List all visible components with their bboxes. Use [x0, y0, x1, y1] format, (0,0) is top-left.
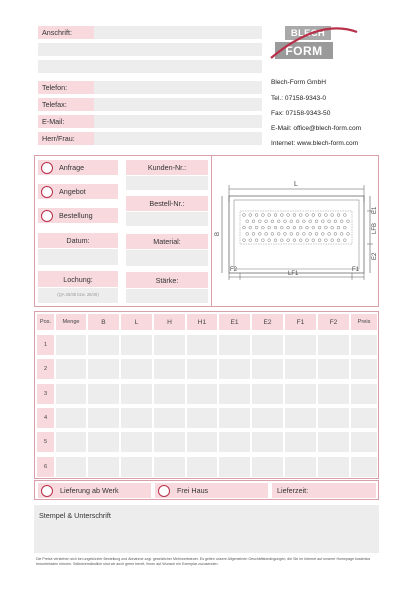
angebot-row[interactable]	[38, 184, 118, 199]
email-field[interactable]	[94, 115, 262, 128]
perforation-hole	[337, 226, 340, 229]
perforation-hole	[293, 214, 296, 217]
perforation-hole	[337, 214, 340, 217]
company-tel: Tel.: 07158-9343-0	[271, 95, 326, 102]
table-cell[interactable]	[56, 359, 86, 379]
company-email: E-Mail: office@blech-form.com	[271, 125, 362, 132]
logo-form-text: FORM	[275, 42, 333, 59]
table-cell[interactable]	[88, 457, 119, 477]
table-cell[interactable]	[121, 359, 152, 379]
anfrage-row[interactable]	[38, 160, 118, 175]
table-cell[interactable]	[285, 457, 316, 477]
perforation-hole	[303, 220, 306, 223]
table-cell[interactable]	[121, 335, 152, 355]
perforation-hole	[312, 214, 315, 217]
perforation-hole	[340, 220, 343, 223]
table-header-h1: H1	[187, 314, 217, 330]
logo-blech-text: BLECH	[285, 26, 331, 40]
table-cell[interactable]	[88, 408, 119, 428]
bestellung-label: Bestellung	[59, 211, 93, 220]
perforation-hole	[265, 233, 268, 236]
perforation-hole	[280, 214, 283, 217]
perforation-hole	[290, 220, 293, 223]
perforation-hole	[318, 214, 321, 217]
row-number: 5	[37, 432, 54, 452]
perforation-hole	[315, 220, 318, 223]
dim-E2: E2	[372, 252, 378, 260]
table-cell[interactable]	[318, 335, 349, 355]
perforation-hole	[274, 214, 277, 217]
perforation-hole	[246, 220, 249, 223]
perforation-hole	[243, 226, 246, 229]
perforation-hole	[252, 220, 255, 223]
table-cell[interactable]	[187, 335, 217, 355]
perforation-hole	[287, 214, 290, 217]
perforation-hole	[328, 220, 331, 223]
perforation-hole	[337, 239, 340, 242]
lieferung-row[interactable]	[38, 483, 151, 498]
table-cell[interactable]	[285, 335, 316, 355]
table-cell[interactable]	[56, 384, 86, 404]
row-number: 4	[37, 408, 54, 428]
perforation-hole	[306, 226, 309, 229]
table-cell[interactable]	[219, 335, 250, 355]
table-cell[interactable]	[285, 359, 316, 379]
table-cell[interactable]	[219, 384, 250, 404]
table-cell[interactable]	[154, 359, 185, 379]
table-header-e1: E1	[219, 314, 250, 330]
row-number: 6	[37, 457, 54, 477]
table-header-f2: F2	[318, 314, 349, 330]
perforation-hole	[321, 220, 324, 223]
perforation-hole	[325, 226, 328, 229]
herr-frau-field[interactable]	[94, 132, 262, 145]
perforation-hole	[243, 239, 246, 242]
perforation-hole	[249, 226, 252, 229]
table-cell[interactable]	[351, 384, 377, 404]
blech-form-logo	[269, 22, 359, 72]
stempel-field[interactable]	[34, 505, 379, 553]
company-name: Blech-Form GmbH	[271, 79, 326, 86]
perforation-hole	[299, 226, 302, 229]
perforation-hole	[293, 226, 296, 229]
table-cell[interactable]	[187, 408, 217, 428]
perforation-hole	[299, 239, 302, 242]
perforation-hole	[334, 220, 337, 223]
perforation-hole	[280, 239, 283, 242]
table-cell[interactable]	[56, 457, 86, 477]
perforation-hole	[309, 220, 312, 223]
table-cell[interactable]	[187, 457, 217, 477]
lieferung-radio[interactable]	[41, 485, 53, 497]
table-cell[interactable]	[285, 432, 316, 452]
perforation-hole	[303, 233, 306, 236]
perforation-hole	[331, 226, 334, 229]
lochung-hint: (QA 26/45 bzw. 28/45)	[57, 292, 99, 297]
perforation-hole	[268, 226, 271, 229]
table-cell[interactable]	[252, 335, 283, 355]
perforation-hole	[262, 239, 265, 242]
telefax-field[interactable]	[94, 98, 262, 111]
datum-field[interactable]	[38, 249, 118, 265]
dim-L: L	[294, 181, 298, 188]
bestell-nr-field[interactable]	[126, 212, 208, 226]
perforation-hole	[265, 220, 268, 223]
table-header-l: L	[121, 314, 152, 330]
table-cell[interactable]	[154, 432, 185, 452]
table-cell[interactable]	[187, 384, 217, 404]
table-cell[interactable]	[154, 335, 185, 355]
perforation-hole	[274, 226, 277, 229]
frei-haus-radio[interactable]	[158, 485, 170, 497]
bestellung-row[interactable]	[38, 208, 118, 223]
table-header-pos: Pos.	[37, 314, 54, 330]
dim-F1: F1	[352, 267, 360, 273]
perforation-hole	[331, 239, 334, 242]
table-cell[interactable]	[252, 457, 283, 477]
table-cell[interactable]	[219, 457, 250, 477]
perforation-hole	[328, 233, 331, 236]
table-cell[interactable]	[285, 408, 316, 428]
perforation-hole	[262, 214, 265, 217]
perforation-hole	[268, 214, 271, 217]
perforation-hole	[255, 214, 258, 217]
frei-haus-row[interactable]	[155, 483, 268, 498]
table-cell[interactable]	[219, 408, 250, 428]
perforation-hole	[287, 239, 290, 242]
table-cell[interactable]	[252, 432, 283, 452]
table-cell[interactable]	[351, 335, 377, 355]
anschrift-line2-label	[38, 43, 94, 56]
table-header-b: B	[88, 314, 119, 330]
anschrift-field[interactable]	[94, 26, 262, 39]
row-number: 2	[37, 359, 54, 379]
perforation-hole	[293, 239, 296, 242]
perforation-hole	[258, 233, 261, 236]
telefon-label: Telefon:	[38, 81, 94, 94]
table-cell[interactable]	[351, 408, 377, 428]
table-cell[interactable]	[252, 408, 283, 428]
anfrage-radio[interactable]	[41, 162, 53, 174]
perforation-hole	[262, 226, 265, 229]
table-cell[interactable]	[187, 432, 217, 452]
table-cell[interactable]	[252, 359, 283, 379]
perforation-hole	[296, 220, 299, 223]
table-cell[interactable]	[121, 457, 152, 477]
company-fax: Fax: 07158-9343-50	[271, 110, 331, 117]
perforation-hole	[343, 214, 346, 217]
perforation-hole	[277, 220, 280, 223]
row-number: 3	[37, 384, 54, 404]
table-cell[interactable]	[88, 384, 119, 404]
perforation-hole	[325, 239, 328, 242]
bestellung-radio[interactable]	[41, 210, 53, 222]
perforation-hole	[343, 226, 346, 229]
anschrift-line3-field[interactable]	[94, 60, 262, 73]
herr-frau-label: Herr/Frau:	[38, 132, 94, 145]
lieferung-label: Lieferung ab Werk	[60, 486, 119, 495]
lieferzeit-label[interactable]: Lieferzeit:	[272, 483, 376, 498]
perforation-hole	[325, 214, 328, 217]
table-cell[interactable]	[154, 408, 185, 428]
table-cell[interactable]	[56, 408, 86, 428]
table-cell[interactable]	[88, 359, 119, 379]
table-cell[interactable]	[318, 432, 349, 452]
table-header-e2: E2	[252, 314, 283, 330]
perforation-hole	[321, 233, 324, 236]
perforation-hole	[274, 239, 277, 242]
angebot-radio[interactable]	[41, 186, 53, 198]
perforation-hole	[271, 220, 274, 223]
perforation-hole	[249, 239, 252, 242]
telefon-field[interactable]	[94, 81, 262, 94]
telefax-label: Telefax:	[38, 98, 94, 111]
material-label: Material:	[126, 234, 208, 249]
perforation-hole	[268, 239, 271, 242]
perforation-hole	[287, 226, 290, 229]
perforation-hole	[331, 214, 334, 217]
perforation-hole	[243, 214, 246, 217]
table-cell[interactable]	[154, 384, 185, 404]
table-cell[interactable]	[285, 384, 316, 404]
table-cell[interactable]	[318, 408, 349, 428]
perforation-hole	[277, 233, 280, 236]
table-cell[interactable]	[56, 432, 86, 452]
table-cell[interactable]	[318, 457, 349, 477]
dim-LF1: LF1	[288, 271, 299, 277]
perforation-hole	[299, 214, 302, 217]
perforation-hole	[284, 233, 287, 236]
lochung-label: Lochung:	[38, 271, 118, 287]
perforation-hole	[340, 233, 343, 236]
perforation-hole	[318, 239, 321, 242]
perforation-hole	[284, 220, 287, 223]
table-cell[interactable]	[121, 432, 152, 452]
kunden-nr-label: Kunden-Nr.:	[126, 160, 208, 175]
bestell-nr-label: Bestell-Nr.:	[126, 196, 208, 211]
table-cell[interactable]	[318, 384, 349, 404]
staerke-field[interactable]	[126, 289, 208, 303]
perforation-hole	[306, 239, 309, 242]
perforation-hole	[334, 233, 337, 236]
perforation-hole	[280, 226, 283, 229]
perforation-hole	[309, 233, 312, 236]
lochung-field[interactable]	[38, 288, 118, 303]
table-cell[interactable]	[88, 335, 119, 355]
perforation-hole	[296, 233, 299, 236]
anschrift-label: Anschrift:	[38, 26, 94, 39]
perforation-hole	[347, 220, 350, 223]
company-internet: Internet: www.blech-form.com	[271, 140, 359, 147]
dim-E1-right: E1	[372, 206, 378, 214]
perforation-holes	[243, 214, 350, 242]
material-field[interactable]	[126, 250, 208, 266]
anfrage-label: Anfrage	[59, 163, 85, 172]
table-cell[interactable]	[252, 384, 283, 404]
dim-B: B	[215, 231, 221, 236]
table-cell[interactable]	[88, 432, 119, 452]
staerke-label: Stärke:	[126, 272, 208, 288]
perforation-hole	[312, 239, 315, 242]
perforation-hole	[315, 233, 318, 236]
table-header-menge: Menge	[56, 314, 86, 330]
perforation-hole	[271, 233, 274, 236]
perforation-hole	[347, 233, 350, 236]
email-label: E-Mail:	[38, 115, 94, 128]
table-cell[interactable]	[318, 359, 349, 379]
perforation-hole	[249, 214, 252, 217]
perforation-hole	[255, 239, 258, 242]
row-number: 1	[37, 335, 54, 355]
perforation-hole	[290, 233, 293, 236]
table-header-h: H	[154, 314, 185, 330]
kunden-nr-field[interactable]	[126, 176, 208, 190]
table-cell[interactable]	[154, 457, 185, 477]
logo-swoosh-icon	[269, 22, 359, 72]
dim-F2: F2	[230, 267, 238, 273]
perforated-sheet-drawing	[212, 156, 378, 306]
table-cell[interactable]	[351, 432, 377, 452]
table-cell[interactable]	[121, 408, 152, 428]
table-cell[interactable]	[219, 432, 250, 452]
anschrift-line3-label	[38, 60, 94, 73]
table-cell[interactable]	[121, 384, 152, 404]
table-cell[interactable]	[351, 359, 377, 379]
perforation-hole	[343, 239, 346, 242]
disclaimer-text: Die Preise verstehen sich bei ungekürzter Bestellung und Abnahme zzgl. gesetzlicher Mehrwertsteuer. Es gelten unsere Allgemeinen Geschäftsbedingungen, die Sie im Internet auf unserer Homepage kostenlos herunterladen können. Selbstverständlich sind wir auch gerne bereit, Ihnen auf Wunsch ein Exemplar zuzusenden.	[36, 557, 371, 566]
table-cell[interactable]	[351, 457, 377, 477]
datum-label: Datum:	[38, 233, 118, 248]
perforation-hole	[252, 233, 255, 236]
perforation-hole	[312, 226, 315, 229]
frei-haus-label: Frei Haus	[177, 486, 209, 495]
table-header-preis: Preis	[351, 314, 377, 330]
anschrift-line2-field[interactable]	[94, 43, 262, 56]
table-cell[interactable]	[56, 335, 86, 355]
perforation-hole	[258, 220, 261, 223]
perforation-hole	[306, 214, 309, 217]
perforation-hole	[255, 226, 258, 229]
perforation-hole	[318, 226, 321, 229]
table-header-f1: F1	[285, 314, 316, 330]
dim-LFB: LFB	[372, 222, 378, 234]
stempel-label: Stempel & Unterschrift	[39, 511, 111, 520]
table-cell[interactable]	[187, 359, 217, 379]
perforation-hole	[246, 233, 249, 236]
angebot-label: Angebot	[59, 187, 86, 196]
table-cell[interactable]	[219, 359, 250, 379]
